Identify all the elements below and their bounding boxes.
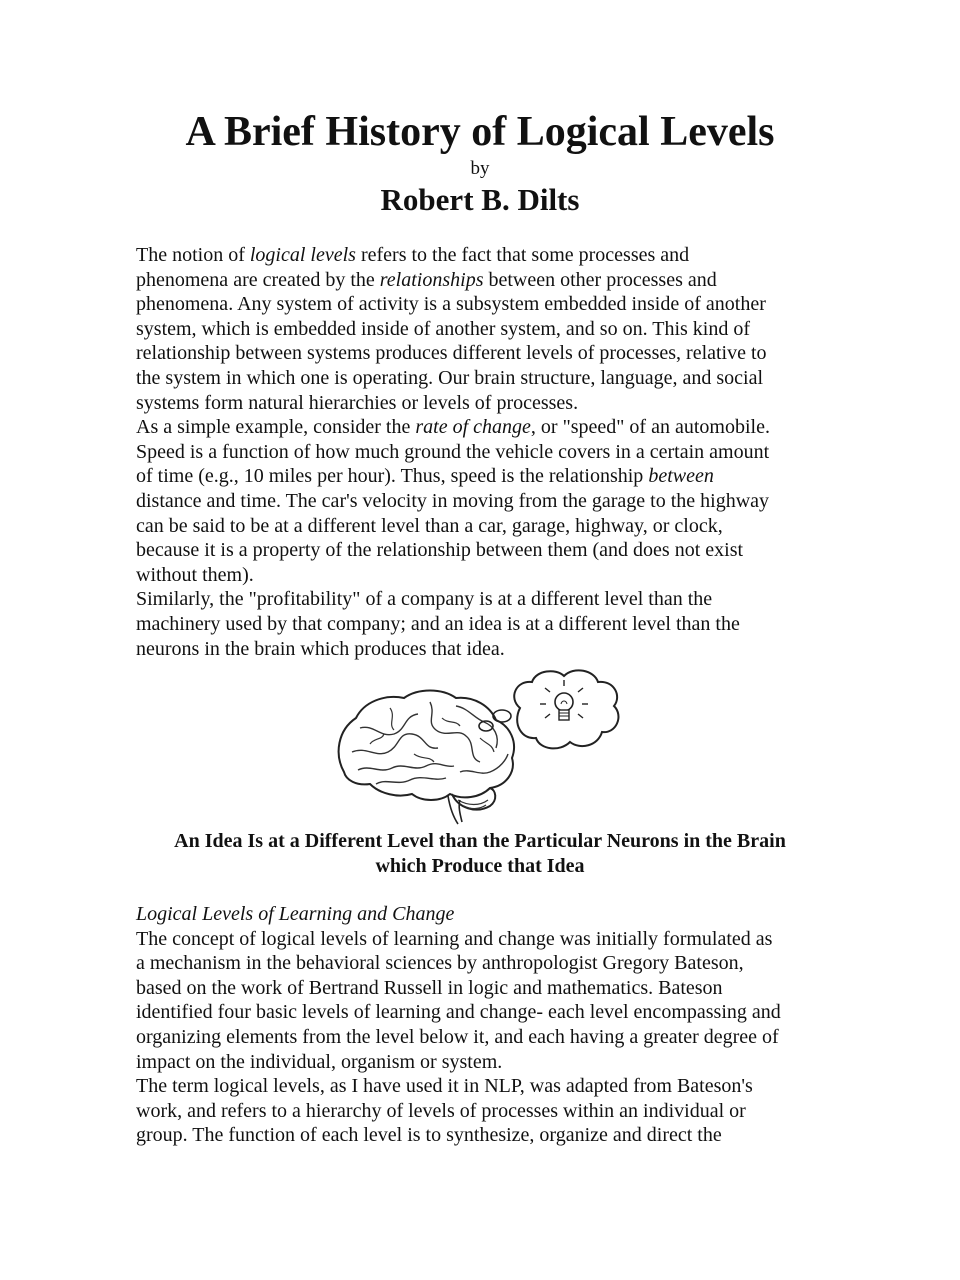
text-line bbox=[136, 612, 832, 637]
text-run: because it is a property of the relationship between them (and does not exist bbox=[136, 539, 744, 562]
text-run: phenomena. Any system of activity is a subsystem embedded inside of another bbox=[136, 293, 766, 316]
text-line bbox=[136, 464, 832, 489]
text-run: relationship between systems produces different levels of processes, relative to bbox=[136, 342, 767, 365]
text-line bbox=[136, 1074, 832, 1099]
text-line bbox=[136, 976, 832, 1001]
text-line bbox=[136, 1025, 832, 1050]
text-run: organizing elements from the level below it, and each having a greater degree of bbox=[136, 1025, 779, 1048]
text-line bbox=[136, 415, 832, 440]
text-run: without them). bbox=[136, 563, 254, 586]
byline: by bbox=[470, 158, 490, 179]
text-line bbox=[136, 341, 832, 366]
text-run: work, and refers to a hierarchy of levels of processes within an individual or bbox=[136, 1099, 746, 1122]
text-line bbox=[136, 489, 832, 514]
caption-line: which Produce that Idea bbox=[375, 855, 585, 877]
text-run: machinery used by that company; and an idea is at a different level than the bbox=[136, 612, 740, 635]
text-line bbox=[136, 637, 832, 662]
text-run: The term logical levels, as I have used it in NLP, was adapted from Bateson's bbox=[136, 1075, 753, 1098]
text-run: neurons in the brain which produces that idea. bbox=[136, 637, 505, 660]
caption-line: An Idea Is at a Different Level than the Particular Neurons in the Brain bbox=[174, 830, 786, 852]
text-line bbox=[136, 902, 832, 927]
text-run: can be said to be at a different level than a car, garage, highway, or clock, bbox=[136, 514, 723, 537]
text-run: As a simple example, consider the bbox=[136, 416, 416, 439]
text-line bbox=[136, 243, 832, 268]
text-run: between other processes and bbox=[483, 268, 717, 291]
text-line bbox=[136, 927, 832, 952]
text-run: based on the work of Bertrand Russell in logic and mathematics. Bateson bbox=[136, 976, 723, 999]
italic-text: between bbox=[648, 465, 714, 488]
text-line bbox=[136, 1123, 832, 1148]
text-run: group. The function of each level is to synthesize, organize and direct the bbox=[136, 1124, 722, 1147]
text-line bbox=[136, 1099, 832, 1124]
text-run: a mechanism in the behavioral sciences by anthropologist Gregory Bateson, bbox=[136, 952, 744, 975]
text-run: Speed is a function of how much ground the vehicle covers in a certain amount bbox=[136, 440, 770, 463]
italic-text: Logical Levels of Learning and Change bbox=[136, 903, 455, 925]
text-line bbox=[136, 391, 832, 416]
italic-text: logical levels bbox=[249, 244, 356, 266]
italic-text: rate of change bbox=[415, 416, 531, 439]
text-line bbox=[136, 587, 832, 612]
text-line bbox=[136, 440, 832, 465]
text-run: distance and time. The car's velocity in moving from the garage to the highway bbox=[136, 489, 770, 512]
author-name: Robert B. Dilts bbox=[380, 182, 580, 217]
text-run: refers to the fact that some processes and bbox=[355, 244, 690, 266]
text-run: system, which is embedded inside of another system, and so on. This kind of bbox=[136, 317, 750, 340]
text-run: The concept of logical levels of learning and change was initially formulated as bbox=[136, 927, 773, 950]
text-run: Similarly, the "profitability" of a company is at a different level than the bbox=[136, 588, 713, 611]
text-run: phenomena are created by the bbox=[136, 268, 380, 291]
text-run: the system in which one is operating. Our brain structure, language, and social bbox=[136, 366, 764, 389]
text-run: , or "speed" of an automobile. bbox=[530, 416, 770, 439]
text-run: systems form natural hierarchies or levels of processes. bbox=[136, 391, 579, 414]
text-line bbox=[136, 317, 832, 342]
text-run: The notion of bbox=[136, 244, 250, 266]
text-run: of time (e.g., 10 miles per hour). Thus, speed is the relationship bbox=[136, 465, 649, 488]
text-run: identified four basic levels of learning and change- each level encompassing and bbox=[136, 1001, 781, 1024]
brain-icon bbox=[330, 668, 630, 826]
text-run: impact on the individual, organism or system. bbox=[136, 1050, 503, 1073]
brain-idea-figure bbox=[330, 668, 630, 826]
figure-caption bbox=[0, 829, 960, 879]
text-line bbox=[136, 563, 832, 588]
text-line bbox=[136, 366, 832, 391]
intro-paragraphs bbox=[136, 243, 832, 661]
document-title: A Brief History of Logical Levels bbox=[185, 109, 775, 155]
text-line bbox=[136, 1050, 832, 1075]
text-line bbox=[136, 292, 832, 317]
italic-text: relationships bbox=[379, 268, 484, 291]
text-line bbox=[136, 514, 832, 539]
text-line bbox=[136, 538, 832, 563]
logical-levels-section bbox=[136, 902, 832, 1148]
text-line bbox=[136, 951, 832, 976]
text-line bbox=[136, 268, 832, 293]
text-line bbox=[136, 1000, 832, 1025]
